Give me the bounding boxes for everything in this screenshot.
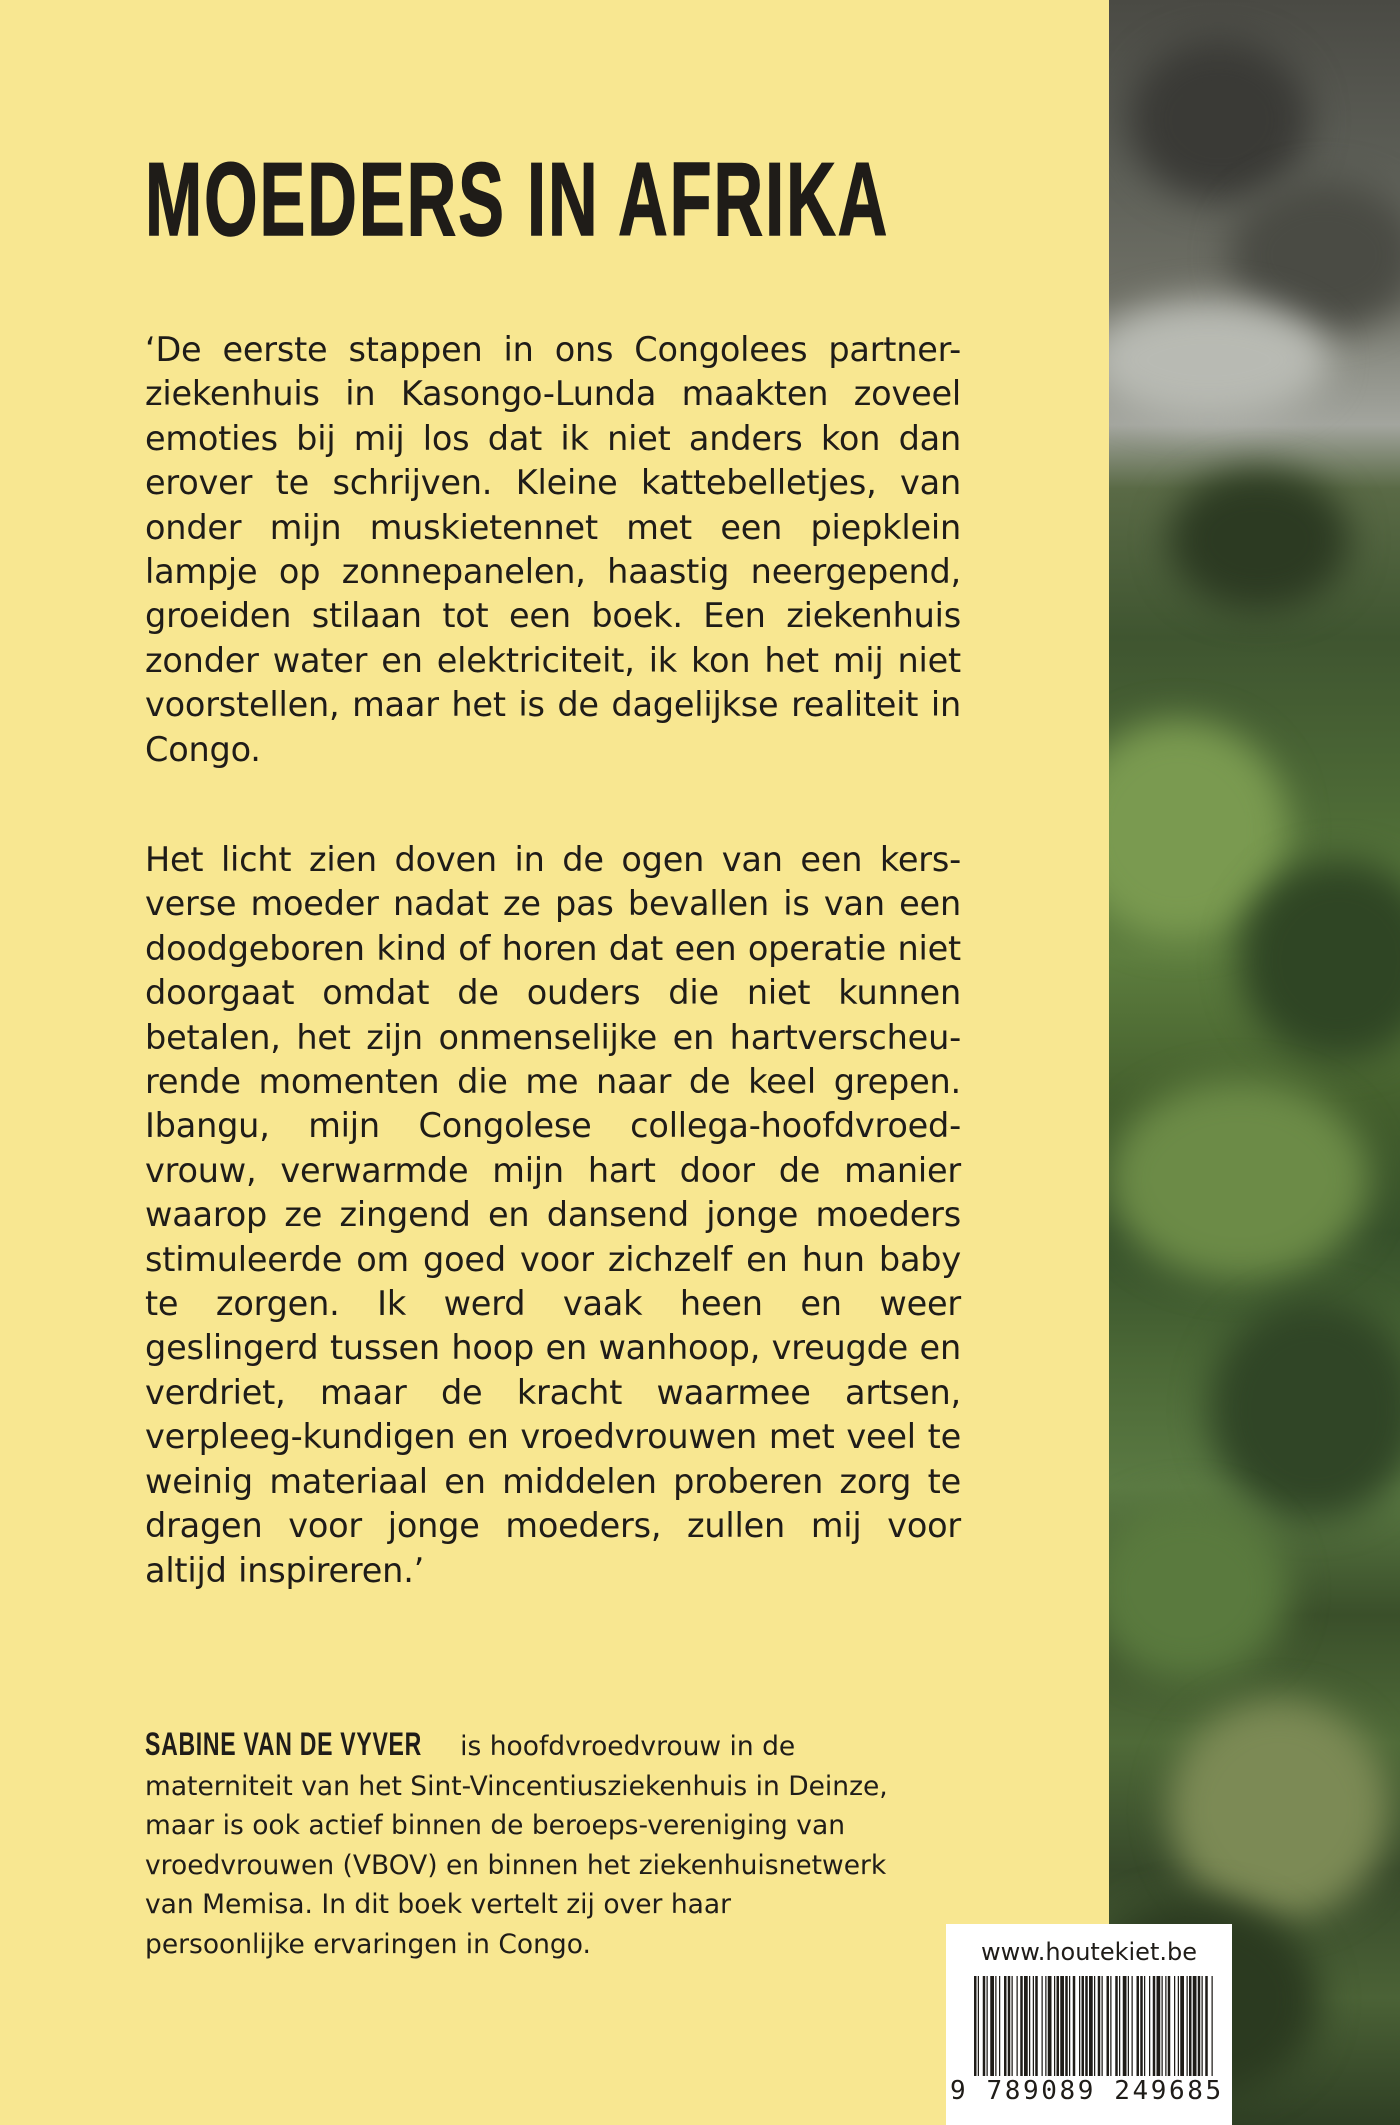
barcode-bar [1029, 1976, 1030, 2076]
blurb-paragraph-2: Het licht zien doven in de ogen van een kers-verse moeder nadat ze pas bevallen is van een doodgeboren kind of horen dat een operatie niet doorgaat omdat de ouders die niet kunnen betalen, het zijn onmenselijke en hartverscheu-rende momenten die me naar de keel grepen. Ibangu, mijn Congolese collega-hoofdvroed-vrouw, verwarmde mijn hart door de manier waarop ze zingend en dansend jonge moeders stimuleerde om goed voor zichzelf en hun baby te zorgen. Ik werd vaak heen en weer geslingerd tussen hoop en wanhoop, vreugde en verdriet, maar de kracht waarmee artsen, verpleeg-kundigen en vroedvrouwen met veel te weinig materiaal en middelen proberen zorg te dragen voor jonge moeders, zullen mij voor altijd inspireren.’ [145, 840, 961, 1590]
publisher-url: www.houtekiet.be [981, 1938, 1197, 1966]
barcode-bar [1137, 1976, 1140, 2076]
barcode-bar [1008, 1976, 1011, 2076]
barcode-bar [1098, 1976, 1101, 2076]
barcode-bar [1107, 1976, 1110, 2076]
barcode-bar [1149, 1976, 1150, 2076]
barcode-bar [1065, 1976, 1068, 2076]
barcode-box [946, 1924, 1232, 2125]
barcode-bar [1060, 1976, 1064, 2076]
barcode-bar [1069, 1976, 1070, 2076]
book-title: MOEDERS IN AFRIKA [145, 142, 890, 258]
barcode-bar [974, 1976, 977, 2076]
barcode-bar [1082, 1976, 1085, 2076]
barcode-bar [1180, 1976, 1184, 2076]
barcode-bar [1157, 1976, 1161, 2076]
barcode-bar [1144, 1976, 1145, 2076]
barcode-bar [1189, 1976, 1192, 2076]
photo-strip [1109, 0, 1400, 2125]
barcode-bar [1089, 1976, 1093, 2076]
barcode-bar [1110, 1976, 1111, 2076]
barcode-bar [983, 1976, 986, 2076]
barcode-bar [1024, 1976, 1028, 2076]
barcode-bar [1004, 1976, 1007, 2076]
isbn-digits: 9 789089 249685 [950, 2076, 1224, 2106]
barcode-bar [1193, 1976, 1197, 2076]
barcode-bar [1094, 1976, 1095, 2076]
barcode-bar [1115, 1976, 1118, 2076]
barcode-bar [1073, 1976, 1076, 2076]
barcode-bar [1102, 1976, 1103, 2076]
barcode-bar [1054, 1976, 1055, 2076]
blurb-paragraph-1: ‘De eerste stappen in ons Congolees partner-ziekenhuis in Kasongo-Lunda maakten zoveel emoties bij mij los dat ik niet anders kon dan erover te schrijven. Kleine kattebelletjes, van onder mijn muskietennet met een piepklein lampje op zonnepanelen, haastig neergepend, groeiden stilaan tot een boek. Een ziekenhuis zonder water en elektriciteit, ik kon het mij niet voorstellen, maar het is de dagelijkse realiteit in Congo. [145, 330, 961, 769]
barcode-bar [1198, 1976, 1201, 2076]
barcode-bar [1205, 1976, 1208, 2076]
barcode-bar [1165, 1976, 1166, 2076]
barcode-bar [1187, 1976, 1188, 2076]
barcode-bar [1178, 1976, 1179, 2076]
author-bio-text: is hoofdvroedvrouw in de materniteit van het Sint-Vincentiusziekenhuis in Deinze, maar is ook actief binnen de beroeps-vereniging van vroedvrouwen (VBOV) en binnen het ziekenhuisnetwerk van Memisa. In dit boek vertelt zij over haar persoonlijke ervaringen in Congo. [145, 1731, 888, 1960]
barcode-bar [1017, 1976, 1018, 2076]
barcode-bar [1212, 1976, 1213, 2076]
isbn-barcode [974, 1976, 1214, 2076]
barcode-bar [1132, 1976, 1133, 2076]
barcode-bar [1128, 1976, 1129, 2076]
barcode-bar [1162, 1976, 1163, 2076]
barcode-bar [1119, 1976, 1120, 2076]
barcode-bar [1168, 1976, 1171, 2076]
barcode-bar [1035, 1976, 1038, 2076]
barcode-bar [1033, 1976, 1034, 2076]
barcode-bar [990, 1976, 994, 2076]
barcode-bar [1045, 1976, 1046, 2076]
barcode-bar [987, 1976, 988, 2076]
barcode-bar [1042, 1976, 1043, 2076]
barcode-bar [1020, 1976, 1023, 2076]
barcode-bar [1202, 1976, 1203, 2076]
author-name: SABINE VAN DE VYVER [145, 1726, 422, 1762]
barcode-bar [1153, 1976, 1156, 2076]
barcode-bar [1123, 1976, 1127, 2076]
barcode-bar [978, 1976, 979, 2076]
barcode-bar [1057, 1976, 1060, 2076]
barcode-bar [1140, 1976, 1143, 2076]
barcode-bar [1048, 1976, 1052, 2076]
barcode-bar [1085, 1976, 1088, 2076]
barcode-bar [1174, 1976, 1175, 2076]
barcode-bar [999, 1976, 1000, 2076]
barcode-bar [995, 1976, 996, 2076]
barcode-bar [1012, 1976, 1013, 2076]
barcode-bar [1079, 1976, 1080, 2076]
author-bio [145, 1725, 890, 1965]
